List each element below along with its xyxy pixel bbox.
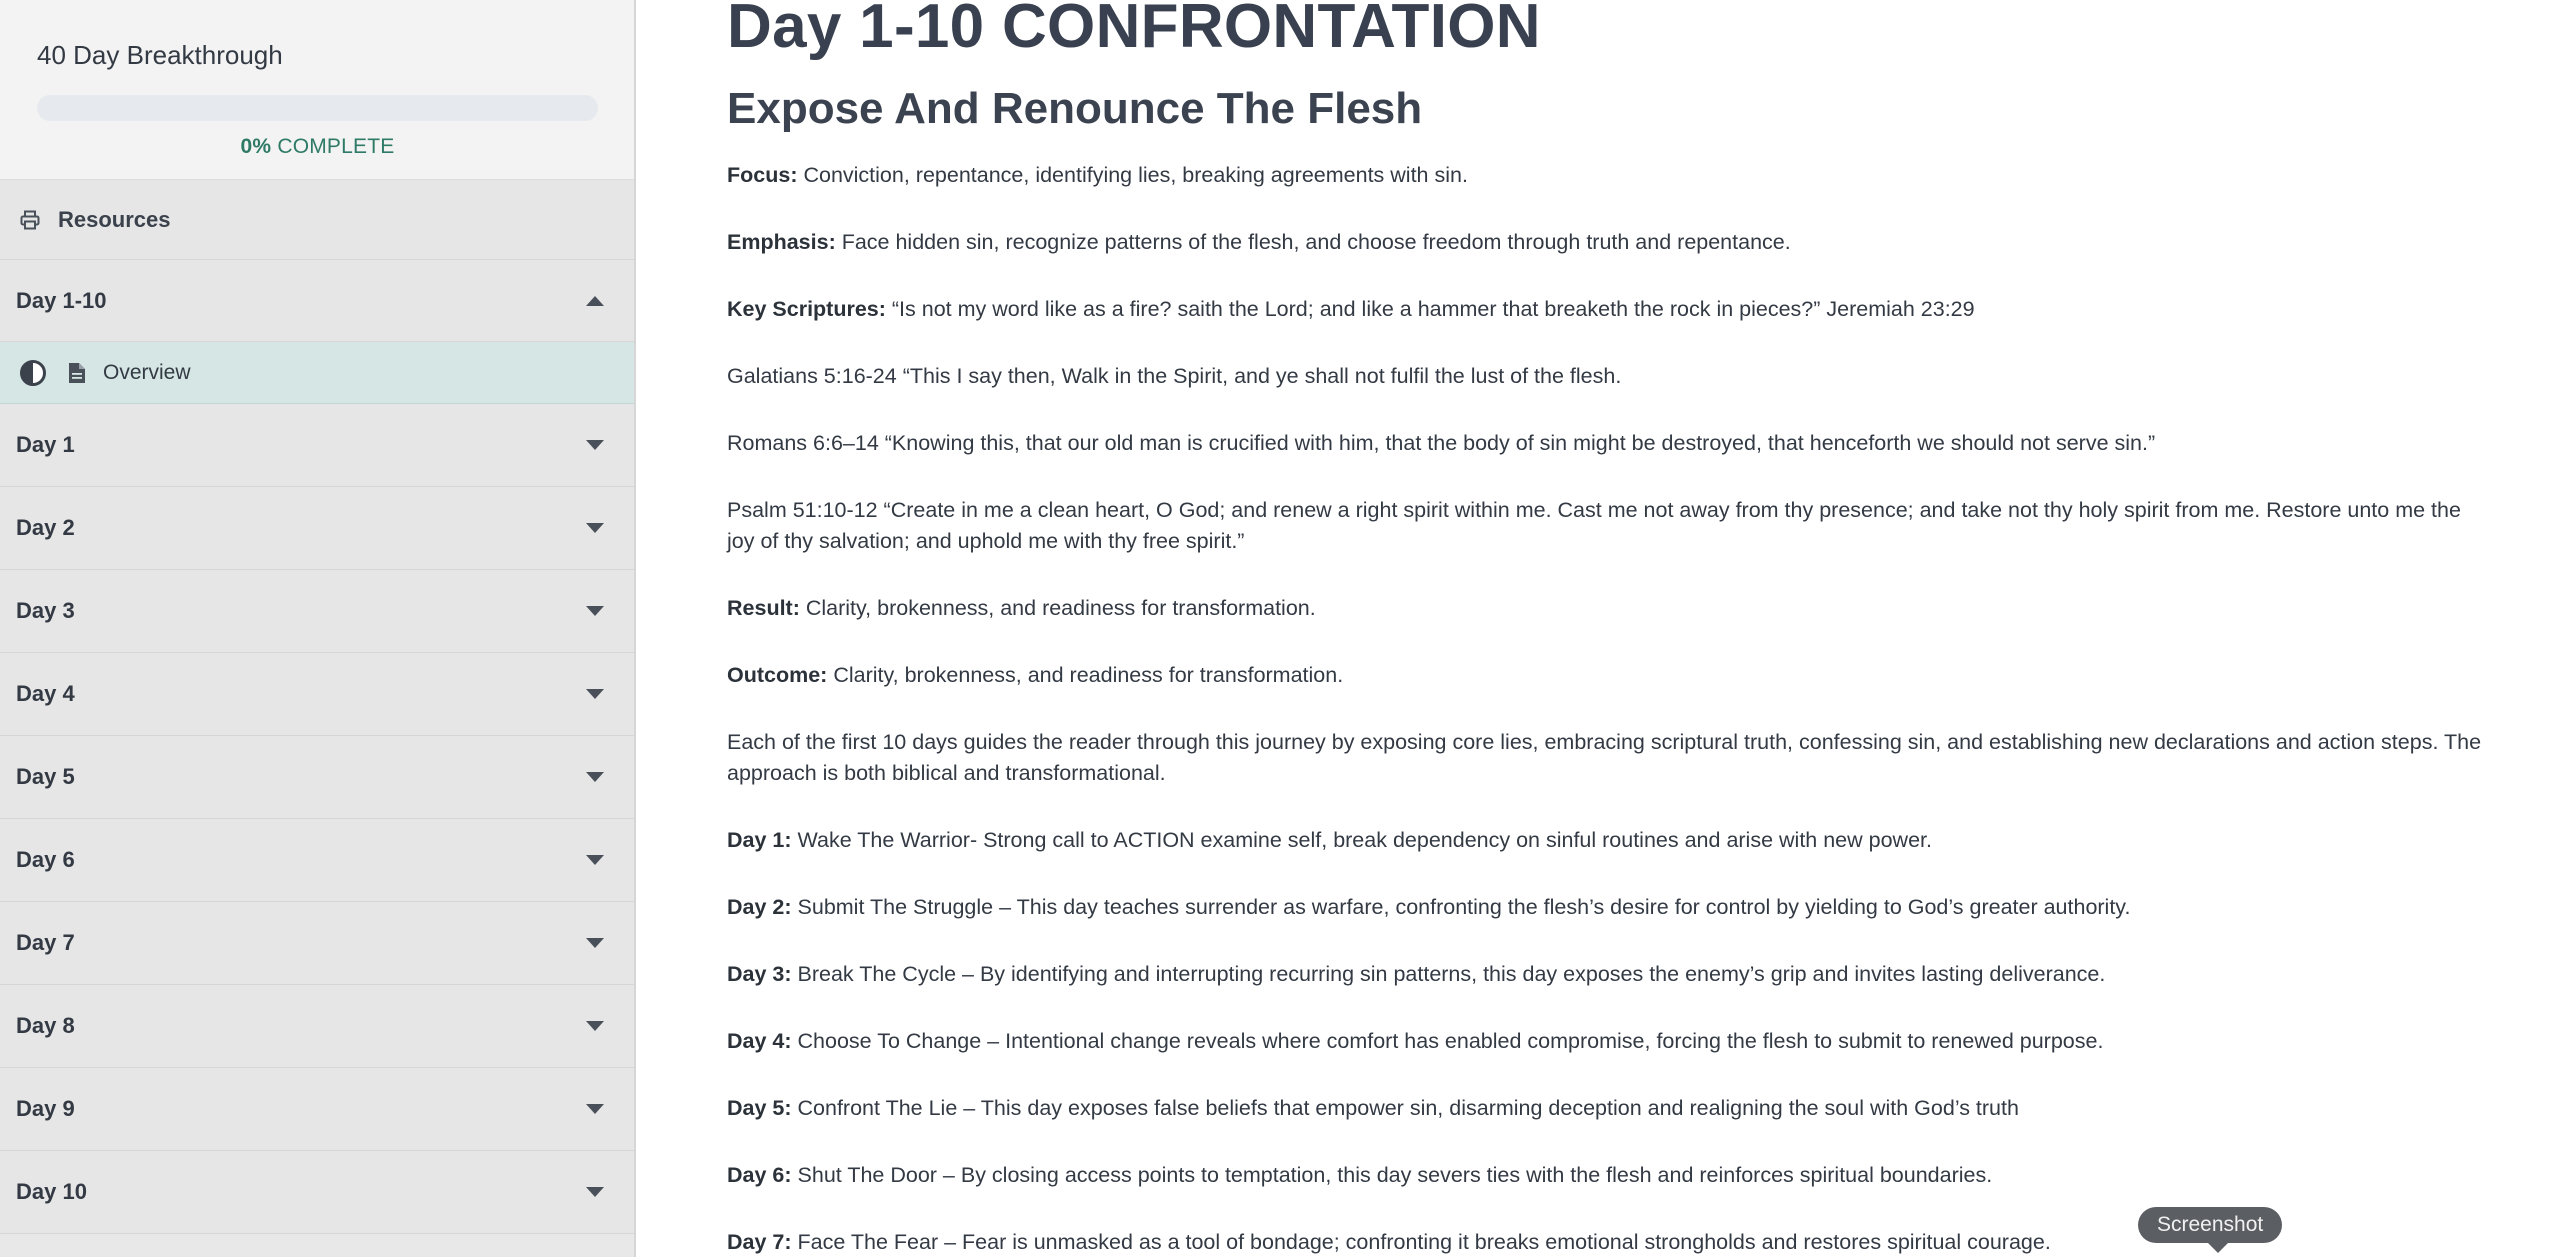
lesson-overview[interactable] [0,342,634,404]
course-header [0,0,634,180]
paragraph-text: Each of the first 10 days guides the reader through this journey by exposing core lies, embracing scriptural truth, confessing sin, and establishing new declarations and action steps. The approach is both biblical and transformational. [727,730,2482,785]
paragraph-text: “Is not my word like as a fire? saith the Lord; and like a hammer that breaketh the rock in pieces?” Jeremiah 23:29 [885,297,1975,321]
screenshot-tooltip [2138,1207,2282,1243]
chevron-down-icon [586,689,604,699]
section-label: Day 6 [16,847,75,872]
course-sidebar [0,0,636,1257]
paragraph-text: Psalm 51:10-12 “Create in me a clean heart, O God; and renew a right spirit within me. Cast me not away from thy presence; and take not thy holy spirit from me. Restore unto me the joy of thy salvation; and uphold me with thy free spirit.” [727,498,2461,553]
paragraph-label: Focus: [727,163,798,187]
paragraph-text: Clarity, brokenness, and readiness for transformation. [827,663,1344,687]
section-label: Day 9 [16,1096,75,1121]
section-label: Day 1 [16,432,75,457]
paragraph-label: Day 7: [727,1230,792,1254]
paragraph-label: Day 1: [727,828,792,852]
paragraph-text: Choose To Change – Intentional change reveals where comfort has enabled compromise, forcing the flesh to submit to renewed purpose. [791,1029,2104,1053]
chevron-up-icon [586,296,604,306]
tooltip-text: Screenshot [2157,1213,2264,1236]
section-label: Day 5 [16,764,75,789]
section-label: Day 7 [16,930,75,955]
paragraph-day-6 [727,1160,2487,1191]
progress-bar [37,95,598,121]
chevron-down-icon [586,1104,604,1114]
section-day-7[interactable] [0,902,634,985]
chevron-down-icon [586,606,604,616]
paragraph-galatians [727,361,2487,392]
paragraph-text: Wake The Warrior- Strong call to ACTION examine self, break dependency on sinful routines and arise with new power. [791,828,1932,852]
paragraph-text: Clarity, brokenness, and readiness for transformation. [799,596,1316,620]
resources-label: Resources [58,206,171,232]
paragraph-text: Face The Fear – Fear is unmasked as a tool of bondage; confronting it breaks emotional strongholds and restores spiritual courage. [791,1230,2051,1254]
paragraph-day-3 [727,959,2487,990]
document-icon [69,363,85,383]
lesson-label: Overview [103,360,191,384]
section-day-9[interactable] [0,1068,634,1151]
paragraph-text: Face hidden sin, recognize patterns of the flesh, and choose freedom through truth and repentance. [835,230,1791,254]
paragraph-label: Day 2: [727,895,792,919]
paragraph-focus [727,160,2487,191]
paragraph-label: Key Scriptures: [727,297,886,321]
chevron-down-icon [586,1021,604,1031]
section-day-5[interactable] [0,736,634,819]
paragraph-text: Shut The Door – By closing access points to temptation, this day severs ties with the flesh and reinforces spiritual boundaries. [791,1163,1993,1187]
paragraph-result [727,593,2487,624]
paragraph-label: Outcome: [727,663,828,687]
paragraph-day-4 [727,1026,2487,1057]
chevron-down-icon [586,523,604,533]
half-circle-status-icon [19,359,47,387]
section-label: Day 3 [16,598,75,623]
progress-percent: 0% [240,135,272,158]
section-day-4[interactable] [0,653,634,736]
paragraph-emphasis [727,227,2487,258]
paragraph-label: Day 5: [727,1096,792,1120]
paragraph-text: Submit The Struggle – This day teaches surrender as warfare, confronting the flesh’s desire for control by yielding to God’s greater authority. [791,895,2131,919]
paragraph-day-5 [727,1093,2487,1124]
section-label: Day 1-10 [16,287,107,313]
section-day-10[interactable] [0,1151,634,1234]
paragraph-text: Confront The Lie – This day exposes false beliefs that empower sin, disarming deception and realigning the soul with God’s truth [791,1096,2019,1120]
section-label: Day 2 [16,515,75,540]
paragraph-label: Day 3: [727,962,792,986]
chevron-down-icon [586,855,604,865]
page-subtitle: Expose And Renounce The Flesh [727,84,1423,133]
paragraph-psalm [727,495,2487,557]
page-title: Day 1-10 CONFRONTATION [727,0,1541,61]
chevron-down-icon [586,440,604,450]
section-label: Day 10 [16,1179,87,1204]
paragraph-label: Day 4: [727,1029,792,1053]
course-title: 40 Day Breakthrough [37,40,283,70]
section-day-1-10[interactable] [0,260,634,342]
progress-label [37,135,598,159]
paragraph-label: Emphasis: [727,230,836,254]
paragraph-day-1 [727,825,2487,856]
paragraph-text: Conviction, repentance, identifying lies, breaking agreements with sin. [797,163,1468,187]
printer-icon [20,210,40,230]
paragraph-day-2 [727,892,2487,923]
paragraph-text: Romans 6:6–14 “Knowing this, that our old man is crucified with him, that the body of sin might be destroyed, that henceforth we should not serve sin.” [727,431,2156,455]
chevron-down-icon [586,938,604,948]
section-day-2[interactable] [0,487,634,570]
section-label: Day 8 [16,1013,75,1038]
section-day-3[interactable] [0,570,634,653]
paragraph-romans [727,428,2487,459]
paragraph-outcome [727,660,2487,691]
progress-suffix: COMPLETE [277,135,395,158]
lesson-content [638,0,2560,1257]
section-day-1[interactable] [0,404,634,487]
paragraph-label: Day 6: [727,1163,792,1187]
chevron-down-icon [586,772,604,782]
paragraph-label: Result: [727,596,800,620]
paragraph-text: Break The Cycle – By identifying and interrupting recurring sin patterns, this day exposes the enemy’s grip and invites lasting deliverance. [791,962,2106,986]
paragraph-key-scriptures [727,294,2487,325]
resources-link[interactable] [0,180,634,260]
section-day-8[interactable] [0,985,634,1068]
section-label: Day 4 [16,681,75,706]
chevron-down-icon [586,1187,604,1197]
lesson-body [638,0,2560,1257]
paragraph-text: Galatians 5:16-24 “This I say then, Walk in the Spirit, and ye shall not fulfil the lust of the flesh. [727,364,1622,388]
section-day-6[interactable] [0,819,634,902]
paragraph-intro [727,727,2487,789]
